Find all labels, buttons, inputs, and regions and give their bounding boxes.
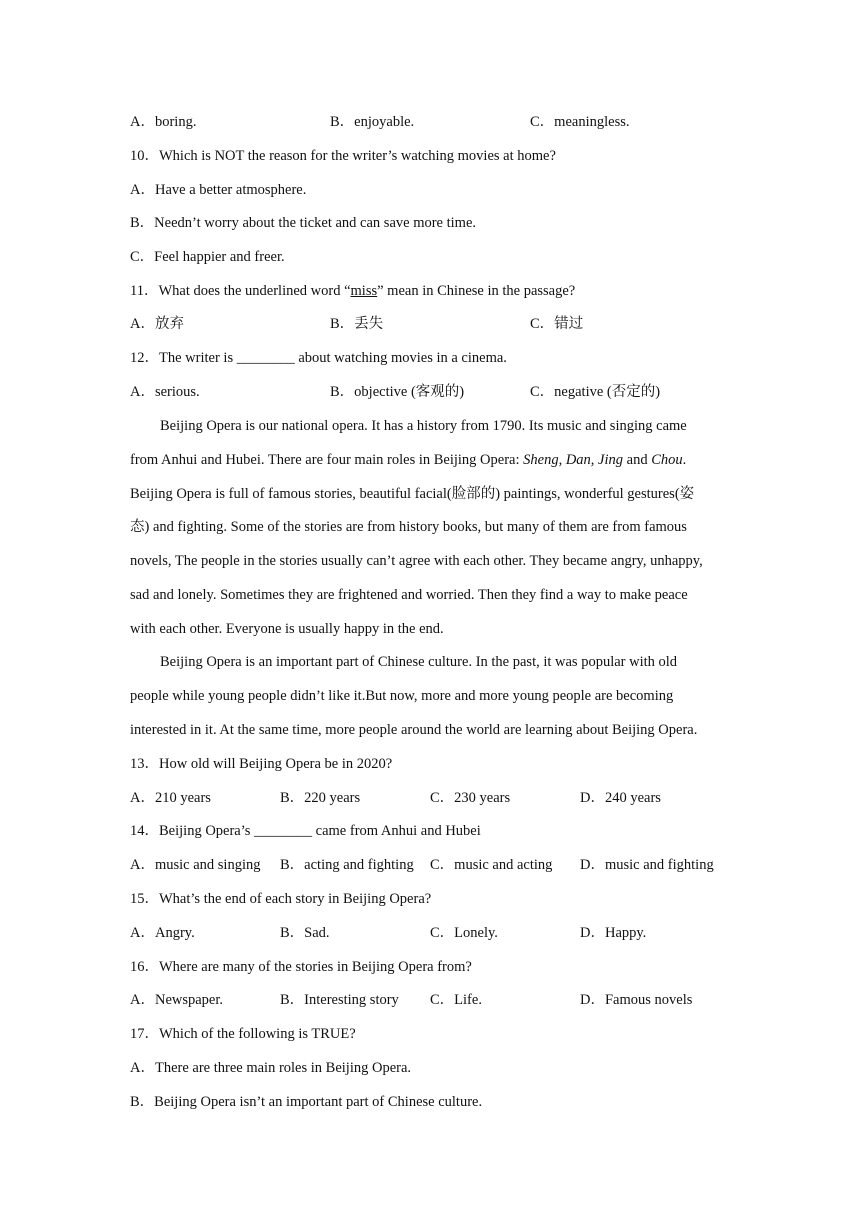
q13-stem: 13．How old will Beijing Opera be in 2020? <box>130 756 393 772</box>
passage-p2-line: people while young people didn’t like it.But now, more and more young people are becoming <box>130 688 674 704</box>
passage-p1-line <box>130 450 686 470</box>
q9-option-b: B．enjoyable. <box>330 114 415 130</box>
q15-option-d: D．Happy. <box>580 925 647 941</box>
q11-stem-before: 11．What does the underlined word “ <box>130 283 351 299</box>
passage-text: and <box>623 452 652 468</box>
q11-underlined-word: miss <box>350 283 378 299</box>
q11-stem <box>130 281 575 301</box>
passage-p1-line: 态) and fighting. Some of the stories are from history books, but many of them are from famous <box>130 519 687 535</box>
q9-option-c: C．meaningless. <box>530 114 630 130</box>
q14-stem: 14．Beijing Opera’s ________ came from Anhui and Hubei <box>130 823 481 839</box>
q15-option-c: C．Lonely. <box>430 925 498 941</box>
passage-p2-line: Beijing Opera is an important part of Chinese culture. In the past, it was popular with old <box>160 654 678 670</box>
q15-option-a: A．Angry. <box>130 925 195 941</box>
q11-option-c: C．错过 <box>530 316 584 332</box>
q14-option-d: D．music and fighting <box>580 857 714 873</box>
q12-option-a: A．serious. <box>130 384 200 400</box>
q13-option-a: A．210 years <box>130 790 211 806</box>
q11-option-b: B．丢失 <box>330 316 384 332</box>
q10-option-c: C．Feel happier and freer. <box>130 249 285 265</box>
q10-option-a: A．Have a better atmosphere. <box>130 182 307 198</box>
q13-option-b: B．220 years <box>280 790 361 806</box>
q11-stem-after: ” mean in Chinese in the passage? <box>377 283 576 299</box>
q13-option-c: C．230 years <box>430 790 511 806</box>
role-chou-italic: Chou <box>651 452 683 468</box>
passage-p1-line: with each other. Everyone is usually happy in the end. <box>130 621 444 637</box>
q12-option-b: B．objective (客观的) <box>330 384 465 400</box>
q10-stem: 10．Which is NOT the reason for the writer’s watching movies at home? <box>130 148 556 164</box>
roles-italic: Sheng, Dan, Jing <box>523 452 624 468</box>
q10-option-b: B．Needn’t worry about the ticket and can save more time. <box>130 215 477 231</box>
q12-option-c: C．negative (否定的) <box>530 384 661 400</box>
q9-option-a: A．boring. <box>130 114 197 130</box>
q17-option-a: A．There are three main roles in Beijing Opera. <box>130 1060 412 1076</box>
passage-p1-line: sad and lonely. Sometimes they are frightened and worried. Then they find a way to make peace <box>130 587 688 603</box>
q16-option-c: C．Life. <box>430 992 482 1008</box>
q17-stem: 17．Which of the following is TRUE? <box>130 1026 356 1042</box>
passage-p2-line: interested in it. At the same time, more people around the world are learning about Beijing Opera. <box>130 722 698 738</box>
q16-option-a: A．Newspaper. <box>130 992 224 1008</box>
q16-stem: 16．Where are many of the stories in Beijing Opera from? <box>130 959 472 975</box>
q16-option-d: D．Famous novels <box>580 992 693 1008</box>
passage-text: from Anhui and Hubei. There are four main roles in Beijing Opera: <box>130 452 524 468</box>
q14-option-a: A．music and singing <box>130 857 261 873</box>
q15-option-b: B．Sad. <box>280 925 330 941</box>
passage-text: . <box>682 452 687 468</box>
q14-option-c: C．music and acting <box>430 857 553 873</box>
q16-option-b: B．Interesting story <box>280 992 399 1008</box>
q13-option-d: D．240 years <box>580 790 661 806</box>
passage-p1-line: Beijing Opera is full of famous stories, beautiful facial(脸部的) paintings, wonderful gestures(姿 <box>130 486 695 502</box>
q17-option-b: B．Beijing Opera isn’t an important part of Chinese culture. <box>130 1094 483 1110</box>
q15-stem: 15．What’s the end of each story in Beijing Opera? <box>130 891 432 907</box>
passage-p1-line: Beijing Opera is our national opera. It has a history from 1790. Its music and singing came <box>160 418 687 434</box>
q14-option-b: B．acting and fighting <box>280 857 414 873</box>
q11-option-a: A．放弃 <box>130 316 184 332</box>
q12-stem: 12．The writer is ________ about watching movies in a cinema. <box>130 350 507 366</box>
passage-p1-line: novels, The people in the stories usually can’t agree with each other. They became angry, unhappy, <box>130 553 703 569</box>
